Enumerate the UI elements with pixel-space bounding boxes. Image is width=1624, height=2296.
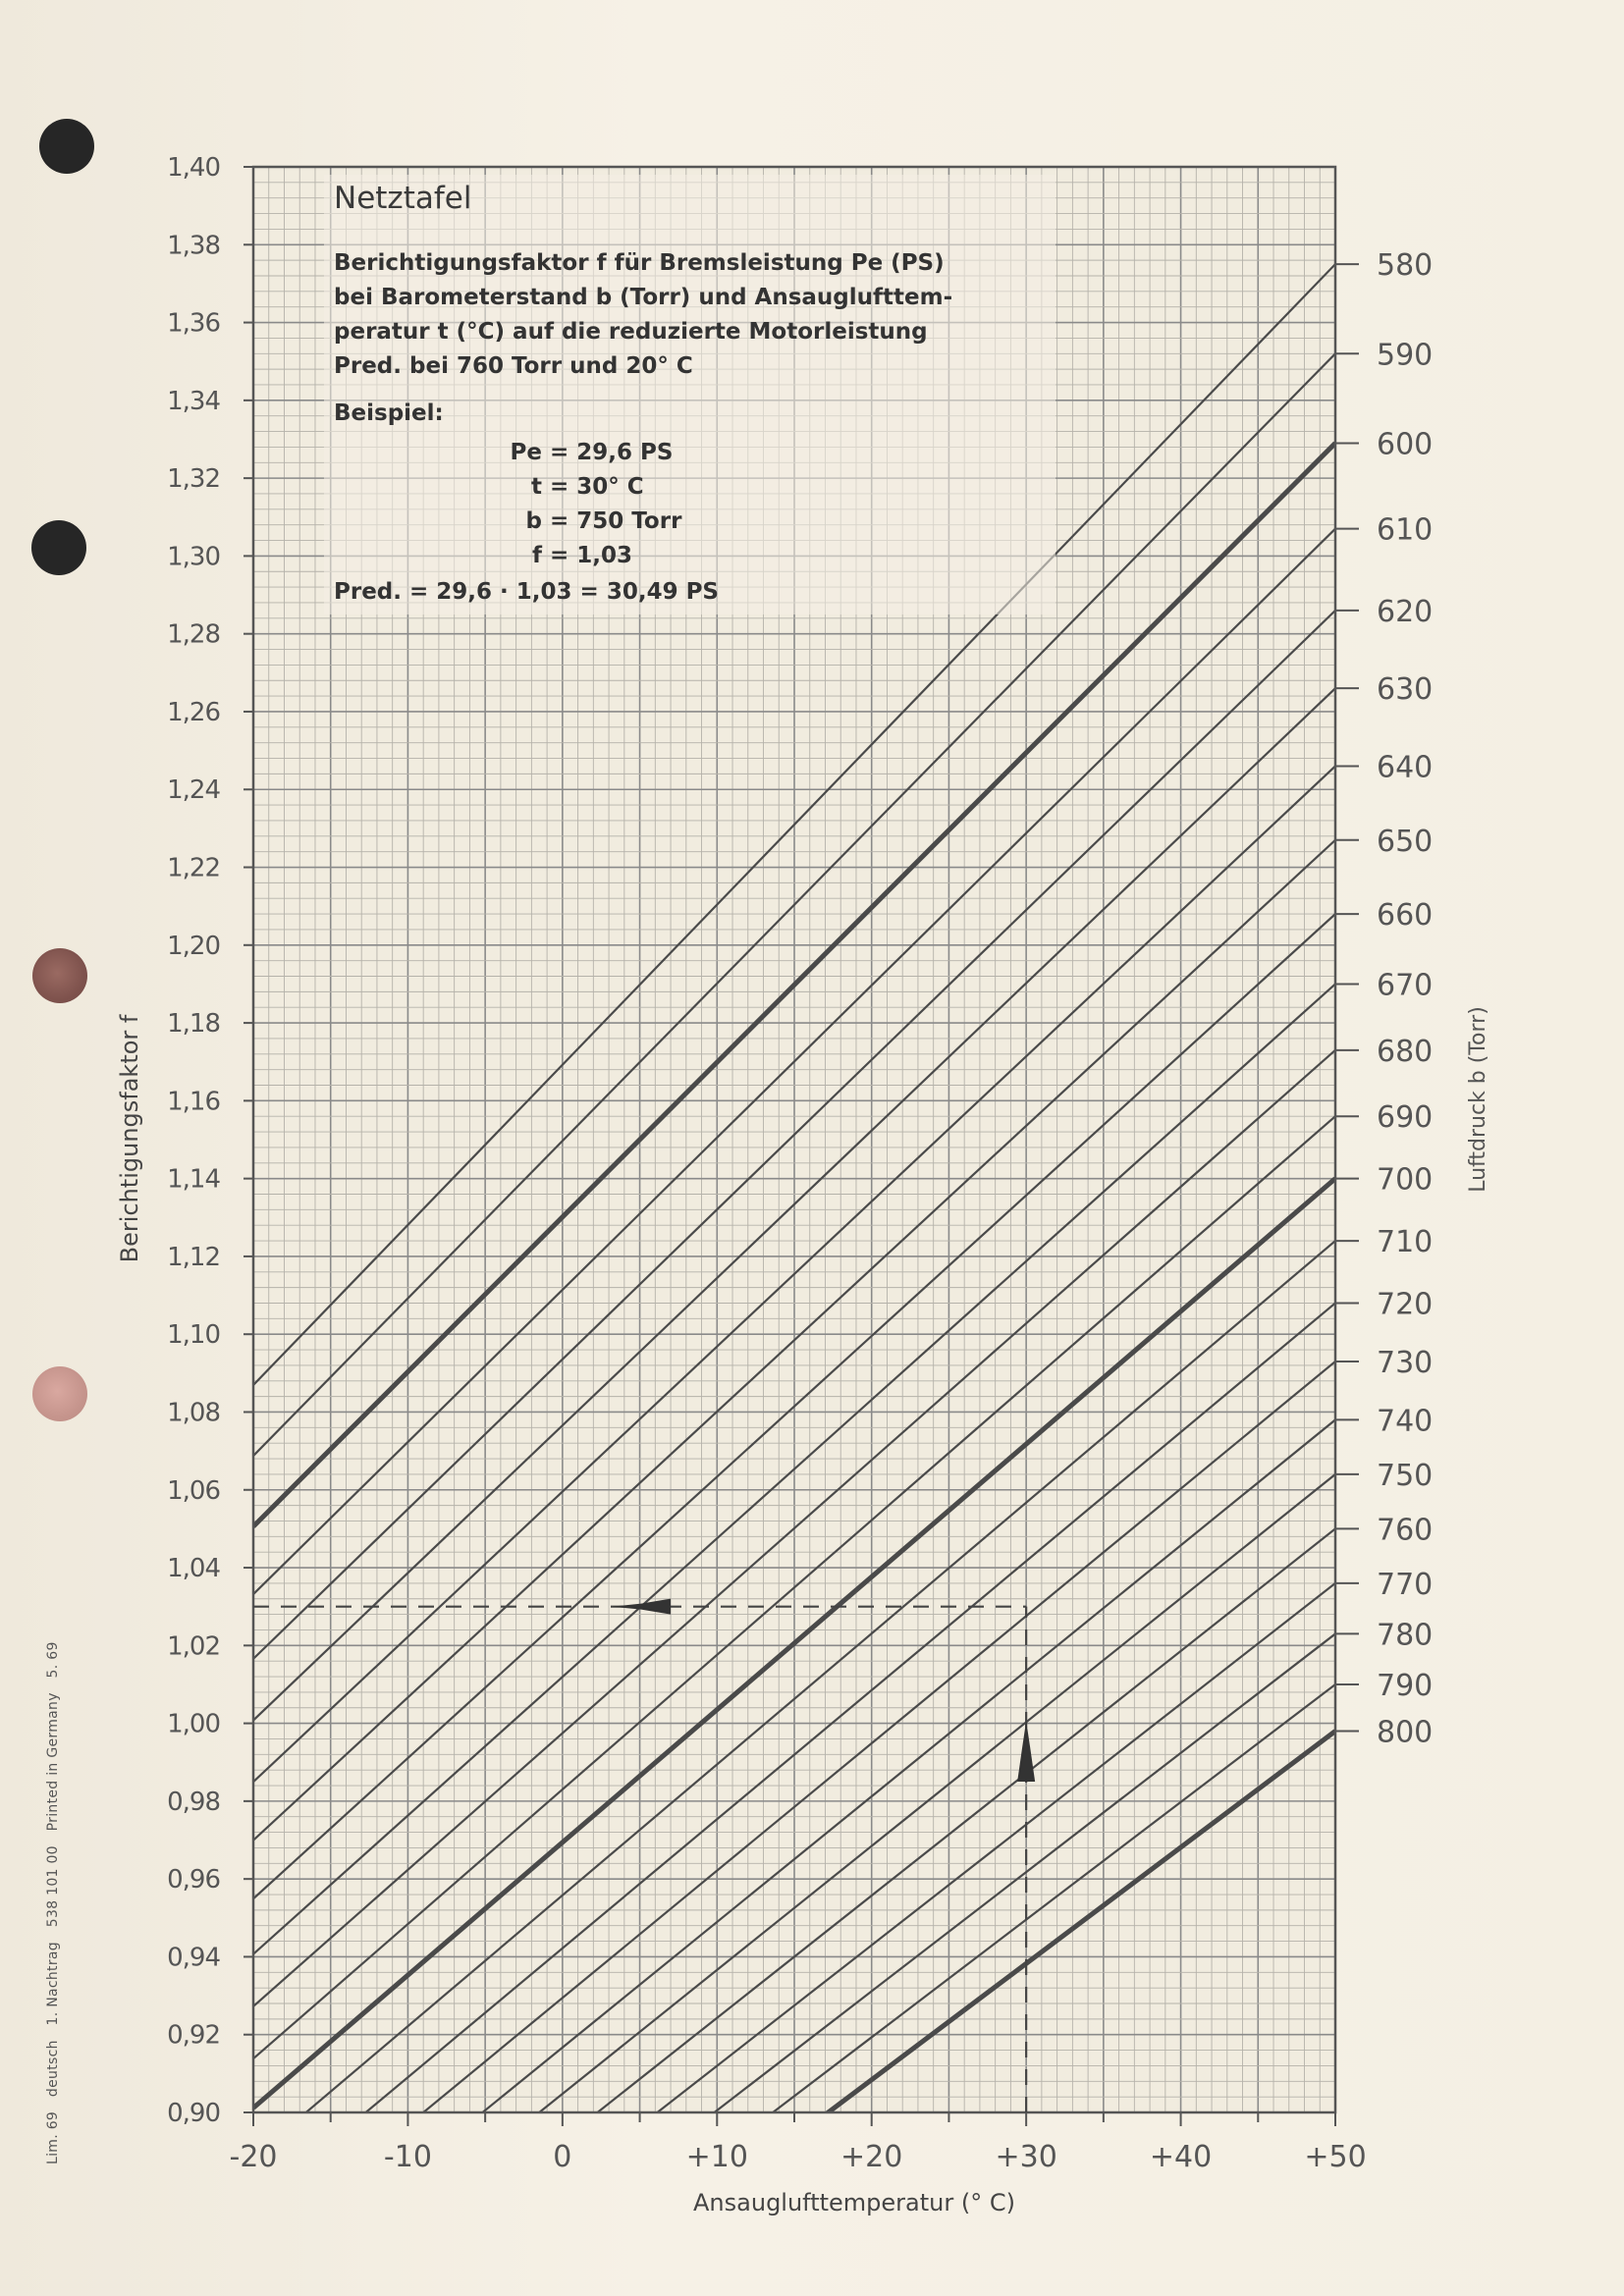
x-tick-label: -10	[383, 2140, 432, 2174]
chart-title: Netztafel	[334, 181, 472, 216]
x-tick-label: +10	[685, 2140, 748, 2174]
subtitle-line: Berichtigungsfaktor f für Bremsleistung Pe (PS)	[334, 250, 945, 276]
x-tick-label: +20	[840, 2140, 903, 2174]
pressure-tick-label: 700	[1377, 1162, 1434, 1198]
y-tick-label: 0,92	[167, 2020, 220, 2051]
pressure-tick-label: 710	[1377, 1225, 1434, 1260]
example-value: = 29,6 PS	[550, 440, 674, 465]
pressure-tick-label: 720	[1377, 1287, 1434, 1322]
pressure-tick-label: 670	[1377, 968, 1434, 1003]
pressure-tick-label: 680	[1377, 1034, 1434, 1069]
pressure-tick-label: 600	[1377, 427, 1434, 462]
pressure-tick-label: 640	[1377, 750, 1434, 785]
pressure-tick-label: 620	[1377, 594, 1434, 629]
x-tick-label: +40	[1149, 2140, 1213, 2174]
y-tick-label: 1,28	[167, 619, 220, 650]
y-tick-label: 1,04	[167, 1554, 220, 1584]
pressure-tick-label: 800	[1377, 1715, 1434, 1750]
pressure-tick-label: 590	[1377, 338, 1434, 373]
y-tick-label: 1,08	[167, 1398, 220, 1428]
y-tick-label: 1,20	[167, 931, 220, 961]
pressure-tick-label: 780	[1377, 1618, 1434, 1653]
y-tick-label: 1,14	[167, 1164, 220, 1195]
y-tick-label: 1,22	[167, 853, 220, 883]
imprint-text: 5. 69	[45, 1641, 61, 1679]
y-axis-label: Berichtigungsfaktor f	[116, 1014, 143, 1263]
y-tick-label: 1,36	[167, 308, 220, 339]
x-tick-label: +30	[995, 2140, 1057, 2174]
y-tick-label: 1,38	[167, 231, 220, 261]
subtitle-line: bei Barometerstand b (Torr) und Ansauglufttem-	[334, 285, 953, 310]
example-label: Pe	[510, 440, 542, 465]
y-tick-label: 1,18	[167, 1009, 220, 1040]
y-tick-label: 1,30	[167, 542, 220, 572]
pressure-tick-label: 690	[1377, 1100, 1434, 1136]
y-tick-label: 0,98	[167, 1787, 220, 1817]
pressure-tick-label: 650	[1377, 824, 1434, 859]
pressure-tick-label: 660	[1377, 898, 1434, 934]
x-tick-label: +50	[1304, 2140, 1367, 2174]
x-tick-label: -20	[229, 2140, 278, 2174]
y-tick-label: 0,96	[167, 1865, 220, 1896]
imprint-text: 1. Nachtrag	[45, 1942, 61, 2026]
x-tick-label: 0	[553, 2140, 572, 2174]
imprint-text: Lim. 69	[45, 2110, 61, 2164]
subtitle-line: Pred. bei 760 Torr und 20° C	[334, 353, 693, 379]
example-heading: Beispiel:	[334, 400, 444, 426]
secondary-y-axis-label: Luftdruck b (Torr)	[1466, 1006, 1490, 1193]
x-axis-label: Ansauglufttemperatur (° C)	[693, 2189, 1015, 2216]
y-tick-label: 1,26	[167, 697, 220, 727]
y-tick-label: 1,34	[167, 386, 220, 416]
pressure-tick-label: 750	[1377, 1458, 1434, 1493]
y-tick-label: 0,90	[167, 2099, 220, 2128]
example-result: Pred. = 29,6 · 1,03 = 30,49 PS	[334, 579, 719, 605]
subtitle-line: peratur t (°C) auf die reduzierte Motorleistung	[334, 319, 928, 345]
y-tick-label: 1,40	[167, 153, 220, 183]
imprint-text: Printed in Germany	[45, 1692, 61, 1832]
pressure-tick-label: 790	[1377, 1668, 1434, 1703]
example-value: = 1,03	[550, 543, 633, 568]
y-tick-label: 1,32	[167, 464, 220, 495]
pressure-tick-label: 740	[1377, 1404, 1434, 1439]
info-panel	[324, 175, 1056, 614]
y-tick-label: 1,00	[167, 1709, 220, 1739]
pressure-tick-label: 610	[1377, 512, 1434, 548]
y-tick-label: 0,94	[167, 1943, 220, 1973]
example-label: b	[525, 508, 542, 534]
y-tick-label: 1,24	[167, 775, 220, 806]
pressure-tick-label: 730	[1377, 1345, 1434, 1380]
y-tick-label: 1,06	[167, 1475, 220, 1506]
pressure-tick-label: 770	[1377, 1567, 1434, 1602]
y-tick-label: 1,10	[167, 1320, 220, 1351]
example-value: = 30° C	[550, 474, 644, 500]
pressure-tick-label: 630	[1377, 672, 1434, 708]
pressure-tick-label: 580	[1377, 248, 1434, 284]
y-tick-label: 1,02	[167, 1631, 220, 1662]
example-label: f	[531, 543, 542, 568]
example-label: t	[531, 474, 542, 500]
imprint-text: deutsch	[45, 2040, 61, 2098]
example-value: = 750 Torr	[550, 508, 682, 534]
y-tick-label: 1,12	[167, 1242, 220, 1272]
y-tick-label: 1,16	[167, 1087, 220, 1117]
pressure-tick-label: 760	[1377, 1513, 1434, 1548]
imprint-text: 538 101 00	[45, 1845, 61, 1928]
